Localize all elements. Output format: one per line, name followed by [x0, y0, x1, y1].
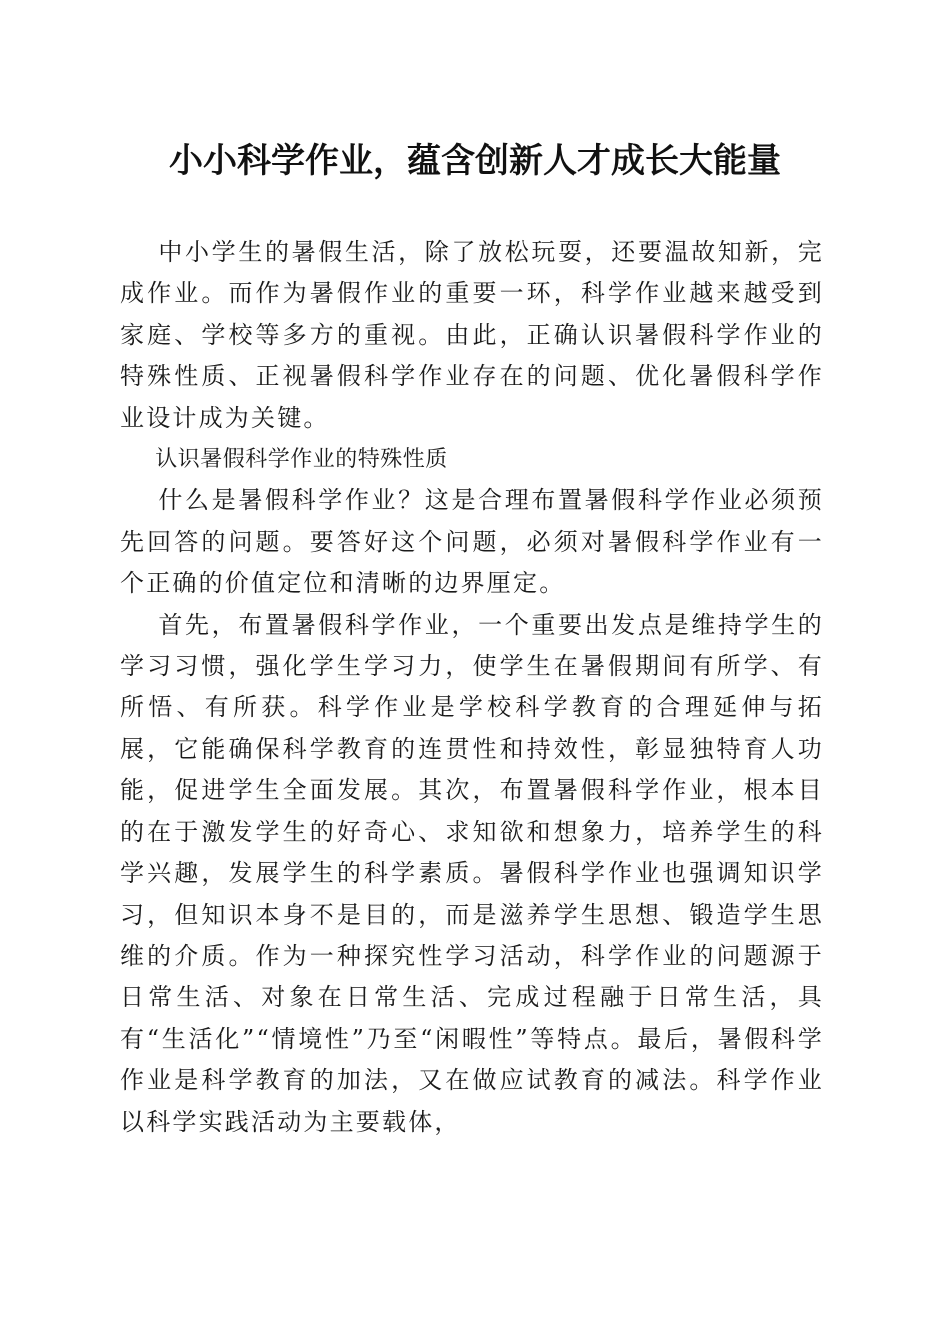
- section-heading: 认识暑假科学作业的特殊性质: [155, 447, 448, 473]
- paragraph-question: 什么是暑假科学作业？这是合理布置暑假科学作业必须预先回答的问题。要答好这个问题，必须对暑假科学作业有一个正确的价值定位和清晰的边界厘定。: [120, 486, 824, 598]
- paragraph-intro: 中小学生的暑假生活，除了放松玩耍，还要温故知新，完成作业。而作为暑假作业的重要一环，科学作业越来越受到家庭、学校等多方的重视。由此，正确认识暑假科学作业的特殊性质、正视暑假科学作业存在的问题、优化暑假科学作业设计成为关键。: [120, 238, 824, 432]
- paragraph-details: 首先，布置暑假科学作业，一个重要出发点是维持学生的学习习惯，强化学生学习力，使学生在暑假期间有所学、有所悟、有所获。科学作业是学校科学教育的合理延伸与拓展，它能确保科学教育的连贯性和持效性，彰显独特育人功能，促进学生全面发展。其次，布置暑假科学作业，根本目的在于激发学生的好奇心、求知欲和想象力，培养学生的科学兴趣，发展学生的科学素质。暑假科学作业也强调知识学习，但知识本身不是目的，而是滋养学生思想、锻造学生思维的介质。作为一种探究性学习活动，科学作业的问题源于日常生活、对象在日常生活、完成过程融于日常生活，具有“生活化”“情境性”乃至“闲暇性”等特点。最后，暑假科学作业是科学教育的加法，又在做应试教育的减法。科学作业以科学实践活动为主要载体，: [120, 610, 824, 1136]
- document-title: 小小科学作业，蕴含创新人才成长大能量: [169, 141, 781, 181]
- document-body: [120, 232, 824, 1143]
